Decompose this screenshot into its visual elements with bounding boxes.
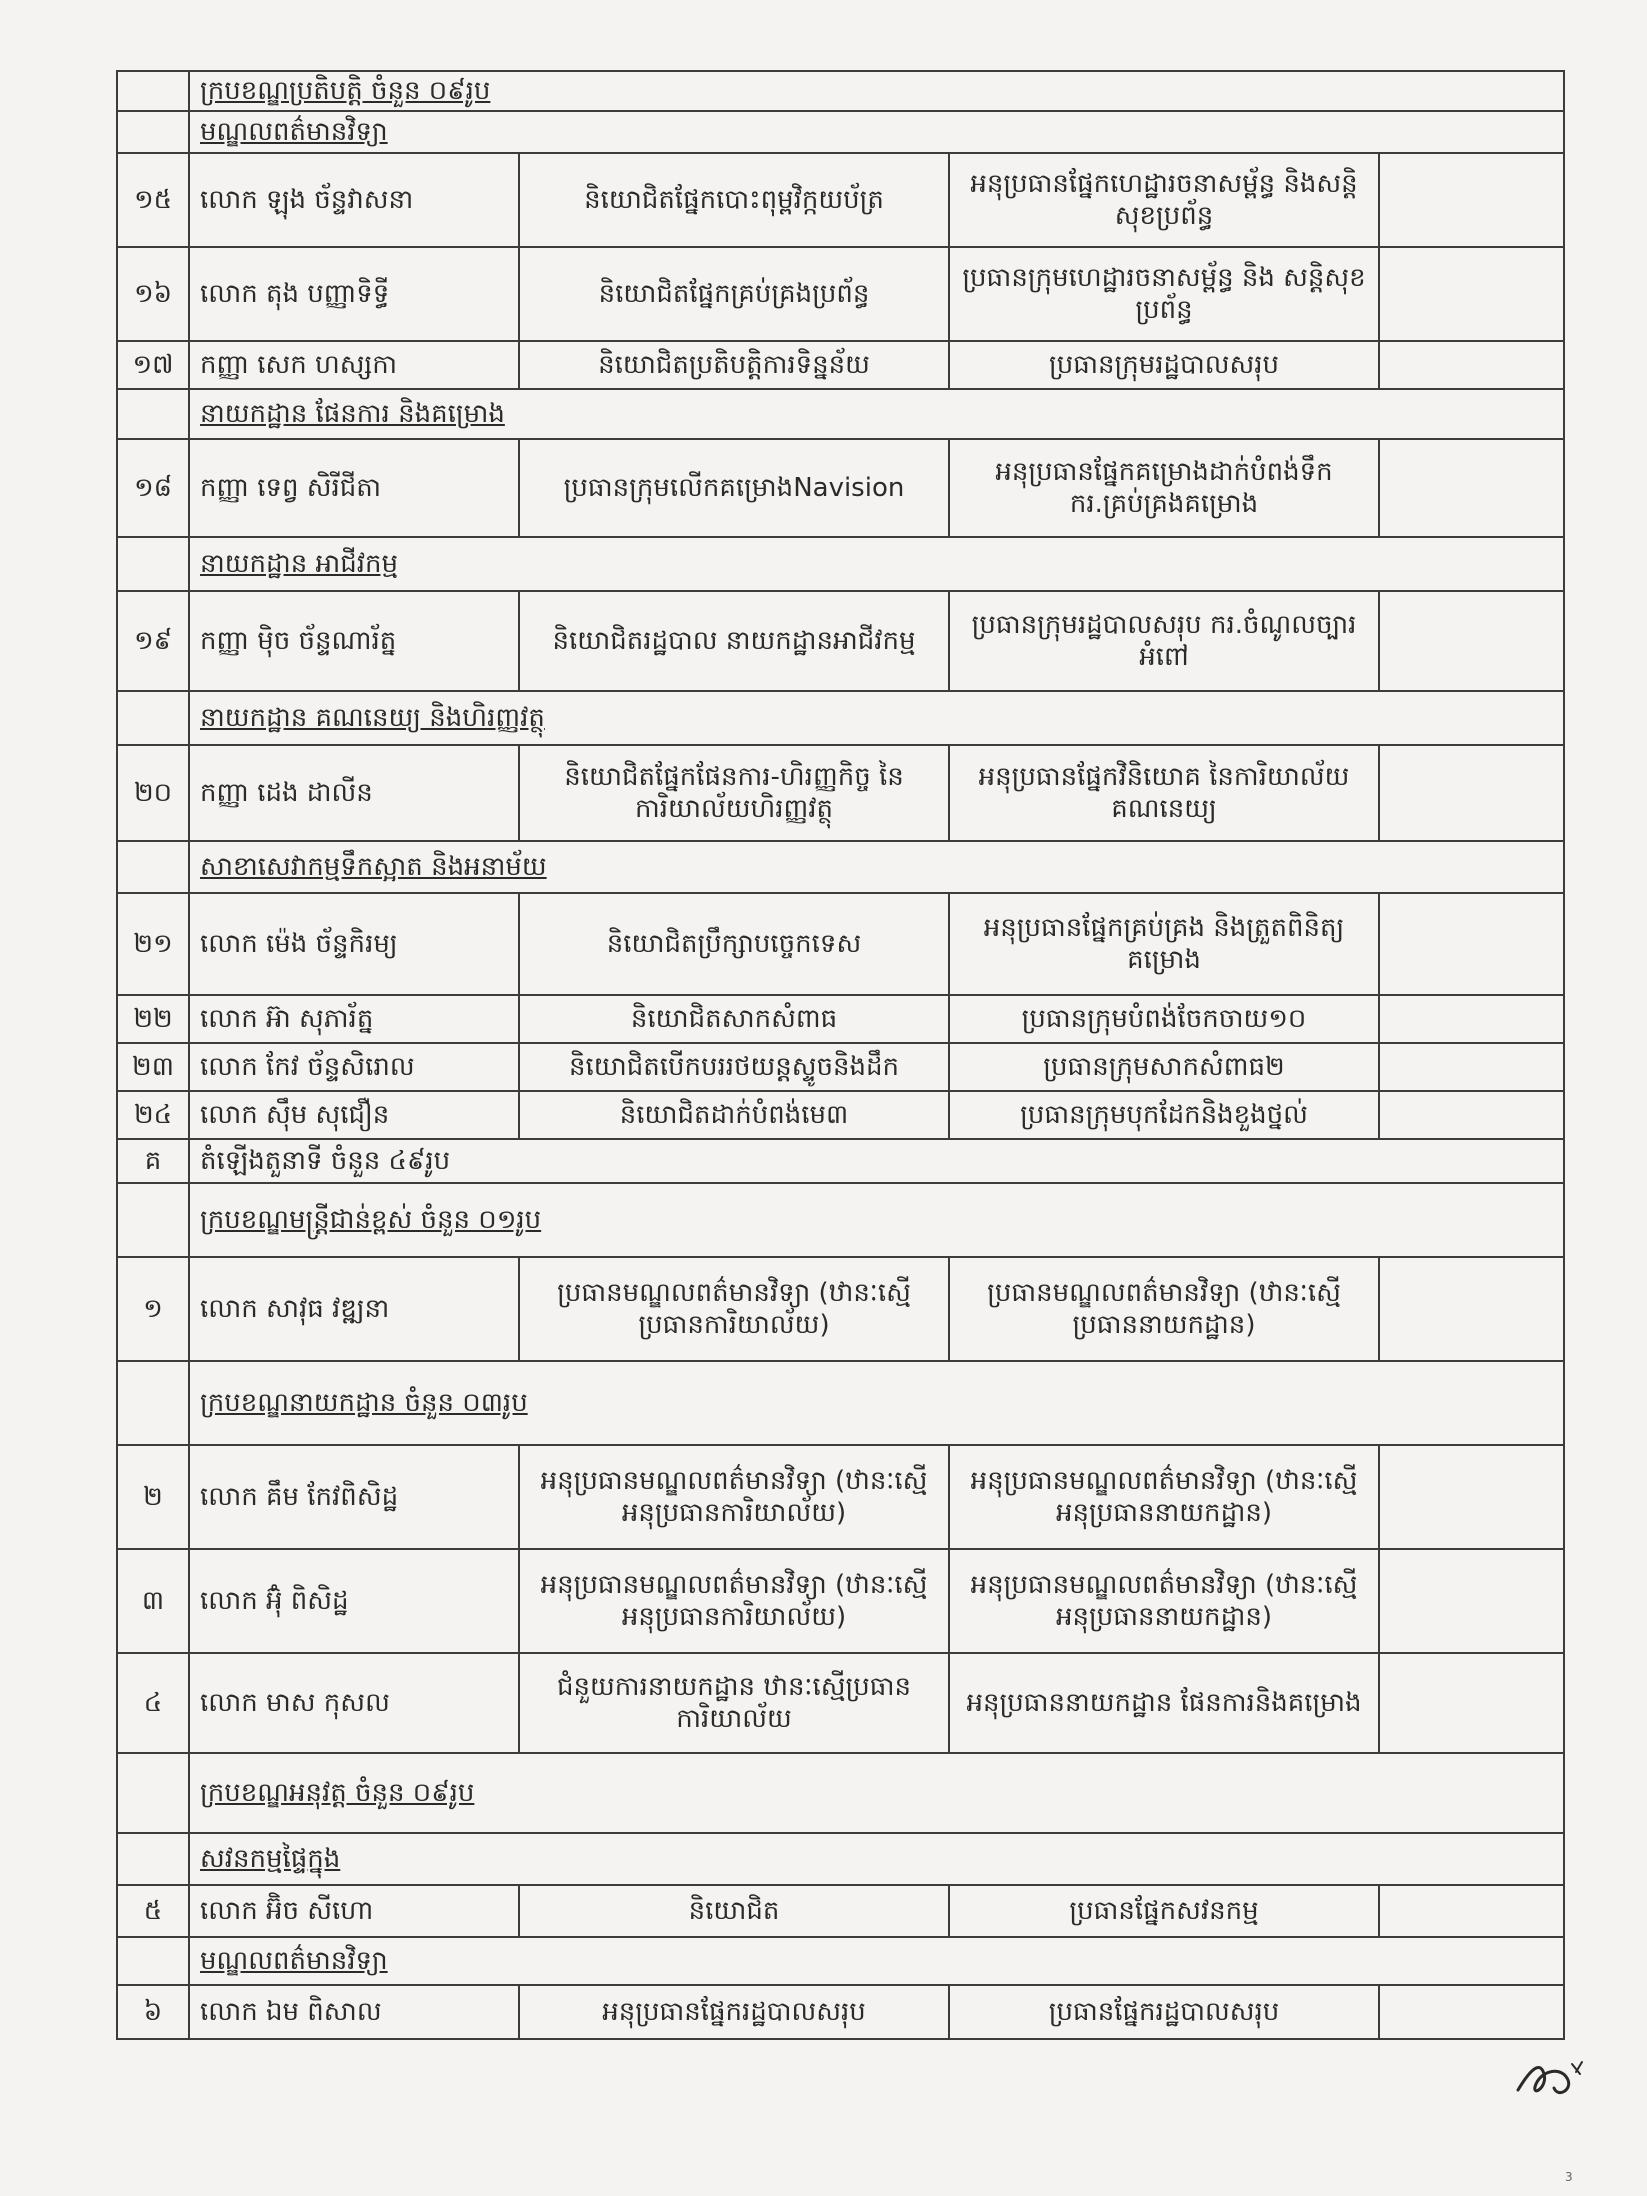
heading-label: មណ្ឌលពត៌មានវិទ្យា (200, 1945, 388, 1976)
table-row (117, 1549, 1564, 1653)
section-heading (189, 841, 1564, 893)
proposed-position: ប្រធានផ្នែកសវនកម្ម (949, 1885, 1379, 1937)
proposed-position: ប្រធានក្រុមរដ្ឋបាលសរុប ករ.ចំណូលច្បារអំពៅ (949, 591, 1379, 691)
proposed-position: ប្រធានផ្នែករដ្ឋបាលសរុប (949, 1985, 1379, 2039)
current-position: និយោជិតផ្នែកផែនការ-ហិរញ្ញកិច្ច នៃការិយាល័យហិរញ្ញវត្ថុ (519, 745, 949, 841)
row-number: ១ (117, 1257, 189, 1361)
person-name: កញ្ញា ដេង ដាលីន (189, 745, 519, 841)
heading-label: ក្របខណ្ឌអនុវត្ត ចំនួន ០៩រូប (200, 1777, 475, 1808)
row-number (117, 1753, 189, 1833)
person-name: លោក ឯម ពិសាល (189, 1985, 519, 2039)
section-heading (189, 1183, 1564, 1257)
row-number (117, 1361, 189, 1445)
person-name: កញ្ញា ទេព្វ សិរីជីតា (189, 439, 519, 537)
row-number: ១៩ (117, 591, 189, 691)
row-number (117, 1183, 189, 1257)
current-position: ប្រធានមណ្ឌលពត៌មានវិទ្យា (ឋានៈស្មើប្រធានការិយាល័យ) (519, 1257, 949, 1361)
current-position: អនុប្រធានផ្នែករដ្ឋបាលសរុប (519, 1985, 949, 2039)
section-number: គ (117, 1139, 189, 1183)
section-heading (189, 691, 1564, 745)
current-position: និយោជិតរដ្ឋបាល នាយកដ្ឋានអាជីវកម្ម (519, 591, 949, 691)
row-number (117, 71, 189, 111)
table-row (117, 1753, 1564, 1833)
table-row (117, 71, 1564, 111)
table-row (117, 1183, 1564, 1257)
remarks-cell (1379, 1257, 1564, 1361)
table-row (117, 1361, 1564, 1445)
page-number: 3 (1565, 2170, 1573, 2184)
row-number: ៤ (117, 1653, 189, 1753)
table-row (117, 341, 1564, 389)
table-row (117, 591, 1564, 691)
proposed-position: អនុប្រធាននាយកដ្ឋាន ផែនការនិងគម្រោង (949, 1653, 1379, 1753)
person-name: លោក អ៊ិច សីហោ (189, 1885, 519, 1937)
remarks-cell (1379, 1885, 1564, 1937)
table-row (117, 1653, 1564, 1753)
section-heading (189, 1753, 1564, 1833)
row-number (117, 841, 189, 893)
table-row (117, 691, 1564, 745)
proposed-position: អនុប្រធានផ្នែកហេដ្ឋារចនាសម្ព័ន្ធ និងសន្តិសុខប្រព័ន្ធ (949, 153, 1379, 247)
table-row (117, 1091, 1564, 1139)
person-name: លោក ស៊ឹម សុជឿន (189, 1091, 519, 1139)
row-number (117, 111, 189, 153)
table-row (117, 1043, 1564, 1091)
row-number: ២៤ (117, 1091, 189, 1139)
current-position: និយោជិតផ្នែកគ្រប់គ្រងប្រព័ន្ធ (519, 247, 949, 341)
current-position: និយោជិត (519, 1885, 949, 1937)
row-number: ៣ (117, 1549, 189, 1653)
heading-label: មណ្ឌលពត៌មានវិទ្យា (200, 116, 388, 147)
row-number: ១៨ (117, 439, 189, 537)
row-number: ២១ (117, 893, 189, 995)
section-title (189, 1139, 1564, 1183)
person-name: លោក គឹម កែវពិសិដ្ឋ (189, 1445, 519, 1549)
table-row (117, 1139, 1564, 1183)
proposed-position: ប្រធានក្រុមបុកដែកនិងខួងថ្នល់ (949, 1091, 1379, 1139)
person-name: លោក អ៊ា សុភារ័ត្ន (189, 995, 519, 1043)
proposed-position: អនុប្រធានមណ្ឌលពត៌មានវិទ្យា (ឋានៈស្មើអនុប្រធាននាយកដ្ឋាន) (949, 1549, 1379, 1653)
section-heading (189, 1361, 1564, 1445)
current-position: ជំនួយការនាយកដ្ឋាន ឋានៈស្មើប្រធានការិយាល័យ (519, 1653, 949, 1753)
section-heading (189, 389, 1564, 439)
remarks-cell (1379, 1653, 1564, 1753)
heading-label: ក្របខណ្ឌប្រតិបត្តិ ចំនួន ០៩រូប (200, 75, 491, 106)
person-name: លោក ឡុង ច័ន្ទវាសនា (189, 153, 519, 247)
row-number: ១៧ (117, 341, 189, 389)
proposed-position: ប្រធានក្រុមហេដ្ឋារចនាសម្ព័ន្ធ និង សន្តិសុខប្រព័ន្ធ (949, 247, 1379, 341)
proposed-position: អនុប្រធានផ្នែកគម្រោងដាក់បំពង់ទឹក ករ.គ្រប់គ្រងគម្រោង (949, 439, 1379, 537)
table-row (117, 439, 1564, 537)
current-position: និយោជិតប្រឹក្សាបច្ចេកទេស (519, 893, 949, 995)
person-name: លោក មាស កុសល (189, 1653, 519, 1753)
heading-label: ក្របខណ្ឌមន្ត្រីជាន់ខ្ពស់ ចំនួន ០១រូប (200, 1204, 542, 1235)
current-position: និយោជិតបើកបររថយន្តស្ទូចនិងដឹក (519, 1043, 949, 1091)
table-row (117, 111, 1564, 153)
table-row (117, 1937, 1564, 1985)
section-heading (189, 1937, 1564, 1985)
current-position: និយោជិតដាក់បំពង់មេ៣ (519, 1091, 949, 1139)
table-row (117, 247, 1564, 341)
proposed-position: អនុប្រធានផ្នែកវិនិយោគ នៃការិយាល័យគណនេយ្យ (949, 745, 1379, 841)
proposed-position: អនុប្រធានផ្នែកគ្រប់គ្រង និងត្រួតពិនិត្យគម្រោង (949, 893, 1379, 995)
section-heading (189, 1833, 1564, 1885)
table-row (117, 995, 1564, 1043)
table-row (117, 1985, 1564, 2039)
signature-mark (1510, 2040, 1600, 2110)
proposed-position: អនុប្រធានមណ្ឌលពត៌មានវិទ្យា (ឋានៈស្មើអនុប្រធាននាយកដ្ឋាន) (949, 1445, 1379, 1549)
row-number: ២ (117, 1445, 189, 1549)
section-heading (189, 111, 1564, 153)
section-heading (189, 71, 1564, 111)
remarks-cell (1379, 1091, 1564, 1139)
section-heading (189, 537, 1564, 591)
remarks-cell (1379, 247, 1564, 341)
row-number: ២២ (117, 995, 189, 1043)
section-title-label: តំឡើងតួនាទី ចំនួន ៤៩រូប (200, 1145, 451, 1176)
remarks-cell (1379, 1549, 1564, 1653)
heading-label: សាខាសេវាកម្មទឹកស្អាត និងអនាម័យ (200, 851, 547, 882)
row-number: ១៦ (117, 247, 189, 341)
current-position: ប្រធានក្រុមលើកគម្រោងNavision (519, 439, 949, 537)
current-position: អនុប្រធានមណ្ឌលពត៌មានវិទ្យា (ឋានៈស្មើអនុប្រធានការិយាល័យ) (519, 1549, 949, 1653)
table-row (117, 389, 1564, 439)
row-number (117, 1937, 189, 1985)
heading-label: ក្របខណ្ឌនាយកដ្ឋាន ចំនួន ០៣រូប (200, 1387, 528, 1418)
row-number (117, 1833, 189, 1885)
remarks-cell (1379, 893, 1564, 995)
person-name: លោក ម៉េង ច័ន្ទកិរម្យ (189, 893, 519, 995)
row-number: ២៣ (117, 1043, 189, 1091)
person-name: លោក តុង បញ្ញាទិទ្ធី (189, 247, 519, 341)
heading-label: នាយកដ្ឋាន ផែនការ និងគម្រោង (200, 398, 505, 429)
remarks-cell (1379, 341, 1564, 389)
proposed-position: ប្រធានក្រុមរដ្ឋបាលសរុប (949, 341, 1379, 389)
person-name: លោក អ៊ុំ ពិសិដ្ឋ (189, 1549, 519, 1653)
proposed-position: ប្រធានក្រុមសាកសំពាធ២ (949, 1043, 1379, 1091)
remarks-cell (1379, 439, 1564, 537)
heading-label: សវនកម្មផ្ទៃក្នុង (200, 1843, 341, 1874)
current-position: អនុប្រធានមណ្ឌលពត៌មានវិទ្យា (ឋានៈស្មើអនុប្រធានការិយាល័យ) (519, 1445, 949, 1549)
table-row (117, 1445, 1564, 1549)
proposed-position: ប្រធានមណ្ឌលពត៌មានវិទ្យា (ឋានៈស្មើប្រធាននាយកដ្ឋាន) (949, 1257, 1379, 1361)
personnel-table-body (117, 71, 1564, 2039)
table-row (117, 1257, 1564, 1361)
current-position: និយោជិតប្រតិបត្តិការទិន្នន័យ (519, 341, 949, 389)
table-row (117, 1885, 1564, 1937)
row-number: ១៥ (117, 153, 189, 247)
row-number: ២០ (117, 745, 189, 841)
person-name: កញ្ញា ម៉ិច ច័ន្ទណារ័ត្ន (189, 591, 519, 691)
remarks-cell (1379, 153, 1564, 247)
table-row (117, 537, 1564, 591)
table-row (117, 153, 1564, 247)
table-row (117, 1833, 1564, 1885)
table-row (117, 745, 1564, 841)
remarks-cell (1379, 1043, 1564, 1091)
remarks-cell (1379, 995, 1564, 1043)
personnel-table (116, 70, 1565, 2040)
row-number: ៦ (117, 1985, 189, 2039)
row-number (117, 389, 189, 439)
person-name: លោក កែវ ច័ន្ទសិរោល (189, 1043, 519, 1091)
person-name: លោក សាវុធ វឌ្ឍនា (189, 1257, 519, 1361)
person-name: កញ្ញា សេក ហស្សកា (189, 341, 519, 389)
row-number (117, 691, 189, 745)
current-position: និយោជិតផ្នែកបោះពុម្ពវិក្កយប័ត្រ (519, 153, 949, 247)
proposed-position: ប្រធានក្រុមបំពង់ចែកចាយ១០ (949, 995, 1379, 1043)
remarks-cell (1379, 745, 1564, 841)
row-number (117, 537, 189, 591)
heading-label: នាយកដ្ឋាន គណនេយ្យ និងហិរញ្ញវត្ថុ (200, 702, 545, 733)
table-row (117, 841, 1564, 893)
remarks-cell (1379, 1445, 1564, 1549)
table-row (117, 893, 1564, 995)
remarks-cell (1379, 1985, 1564, 2039)
row-number: ៥ (117, 1885, 189, 1937)
heading-label: នាយកដ្ឋាន អាជីវកម្ម (200, 548, 399, 579)
remarks-cell (1379, 591, 1564, 691)
current-position: និយោជិតសាកសំពាធ (519, 995, 949, 1043)
